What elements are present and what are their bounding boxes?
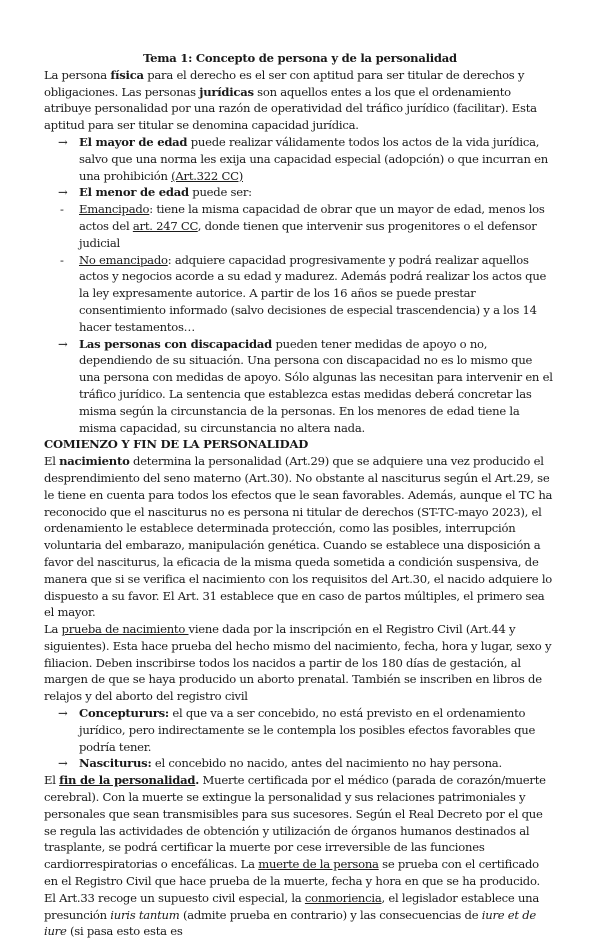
bullet-discapacidad: [44, 336, 556, 437]
bullet-menor-de-edad: [44, 184, 556, 201]
bold-text: Las personas con discapacidad: [79, 336, 273, 351]
bullet-nasciturus: [44, 755, 556, 772]
underlined-text: (Art.322 CC): [171, 168, 243, 183]
underlined-text: art. 247 CC: [132, 218, 198, 233]
document-page: [44, 50, 556, 940]
underlined-text: No emancipado: [79, 252, 168, 267]
bold-text: Nasciturus:: [79, 756, 152, 771]
arrow-bullet-icon: →: [58, 134, 68, 149]
arrow-bullet-icon: →: [58, 756, 68, 771]
underlined-text: Emancipado: [79, 202, 150, 217]
underlined-text: muerte de la persona: [258, 857, 379, 872]
dash-bullet-icon: -: [60, 252, 64, 267]
section-heading: COMIENZO Y FIN DE LA PERSONALIDAD: [44, 437, 309, 452]
bold-text: El menor de edad: [79, 185, 189, 200]
dash-bullet-icon: -: [60, 202, 64, 217]
underlined-text: prueba de nacimiento: [61, 622, 189, 637]
paragraph-fin-personalidad: El fin de la personalidad. Muerte certificada por el médico (parada de corazón/muerte cerebral). Con la muerte se extingue la personalidad y sus relaciones patrimoniales y personales que sean transmisibles para sus sucesores. Según el Real Decreto por el que se regula las actividades de obtención y utilización de órganos humanos destinados al trasplante, se podrá certificar la muerte por cese irreversible de las funciones cardiorrespiratorias o encefálicas. La muerte de la persona se prueba con el certificado en el Registro Civil que hace prueba de la muerte, fecha y hora en que se ha producido.: [44, 773, 546, 889]
bullet-text: Nasciturus: el concebido no nacido, antes del nacimiento no hay persona.: [79, 756, 502, 771]
bold-text: jurídicas: [199, 84, 254, 99]
bullet-concepturus: [44, 705, 556, 755]
paragraph-conmoriencia: El Art.33 recoge un supuesto civil especial, la conmoriencia, el legislador establece una presunción iuris tantum (admite prueba en contrario) y las consecuencias de iure et de iure (si pasa esto esta es: [44, 890, 540, 939]
paragraph-persona: La persona física para el derecho es el ser con aptitud para ser titular de derechos y obligaciones. Las personas jurídicas son aquellos entes a los que el ordenamiento atribuye personalidad por una razón de operatividad del tráfico jurídico (facilitar). Esta aptitud para ser titular se denomina capacidad jurídica.: [44, 67, 537, 133]
arrow-bullet-icon: →: [58, 336, 68, 351]
bullet-text: El menor de edad puede ser:: [79, 185, 252, 200]
bullet-text: El mayor de edad puede realizar válidamente todos los actos de la vida jurídica, salvo que una norma les exija una capacidad especial (adopción) o que incurran en una prohibición (Art.322 CC): [79, 134, 548, 183]
page-title: Tema 1: Concepto de persona y de la personalidad: [143, 51, 457, 65]
bold-text: nacimiento: [59, 454, 130, 469]
bullet-text: Las personas con discapacidad pueden tener medidas de apoyo o no, dependiendo de su situación. Una persona con discapacidad no es lo mismo que una persona con medidas de apoyo. Sólo algunas las necesitan para intervenir en el tráfico jurídico. La sentencia que establezca estas medidas deberá concretar las misma según la circunstancia de la personas. En los menores de edad tiene la misma capacidad, su circunstancia no altera nada.: [79, 336, 553, 435]
underlined-text: conmoriencia: [304, 890, 382, 905]
dash-item-no-emancipado: [44, 252, 556, 336]
dash-item-text: Emancipado: tiene la misma capacidad de obrar que un mayor de edad, menos los actos del art. 247 CC, donde tienen que intervenir sus progenitores o el defensor judicial: [79, 202, 545, 250]
bold-text: Conceptururs:: [79, 706, 169, 721]
bullet-mayor-de-edad: [44, 134, 556, 184]
dash-item-text: No emancipado: adquiere capacidad progresivamente y podrá realizar aquellos actos y negocios acorde a su edad y madurez. Además podrá realizar los actos que la ley expresamente autorice. A partir de los 16 años se puede prestar consentimiento informado (salvo decisiones de especial trascendencia) y a los 14 hacer testamentos…: [79, 252, 547, 334]
bold-text: El mayor de edad: [79, 134, 188, 149]
bold-text: .: [195, 773, 200, 788]
arrow-bullet-icon: →: [58, 706, 68, 721]
paragraph-prueba-nacimiento: La prueba de nacimiento viene dada por la inscripción en el Registro Civil (Art.44 y siguientes). Esta hace prueba del hecho mismo del nacimiento, fecha, hora y lugar, sexo y filiacion. Deben inscribirse todos los nacidos a partir de los 180 días de gestación, al margen de que se haya producido un aborto prenatal. También se inscriben en libros de relajos y del aborto del registro civil: [44, 622, 552, 704]
paragraph-nacimiento: El nacimiento determina la personalidad (Art.29) que se adquiere una vez producido el desprendimiento del seno materno (Art.30). No obstante al nasciturus según el Art.29, se le tiene en cuenta para todos los efectos que le sean favorables. Además, aunque el TC ha reconocido que el nasciturus no es persona ni titular de derechos (ST-TC-mayo 2023), el ordenamiento le establece determinada protección, como las posibles, interrupción voluntaria del embarazo, manipulación genética. Cuando se establece una disposición a favor del nasciturus, la eficacia de la misma queda sometida a condición suspensiva, de manera que si se verifica el nacimiento con los requisitos del Art.30, el nacido adquiere lo dispuesto a su favor. El Art. 31 establece que en caso de partos múltiples, el primero sea el mayor.: [44, 454, 553, 620]
dash-item-emancipado: [44, 201, 556, 251]
arrow-bullet-icon: →: [58, 185, 68, 200]
italic-text: iure et de iure: [44, 907, 537, 939]
bold-text: física: [110, 67, 144, 82]
italic-text: iuris tantum: [110, 907, 180, 922]
bullet-text: Conceptururs: el que va a ser concebido, no está previsto en el ordenamiento jurídico, pero indirectamente se le contempla los posibles efectos favorables que podría tener.: [79, 706, 536, 754]
bold-underlined-text: fin de la personalidad: [59, 773, 196, 788]
